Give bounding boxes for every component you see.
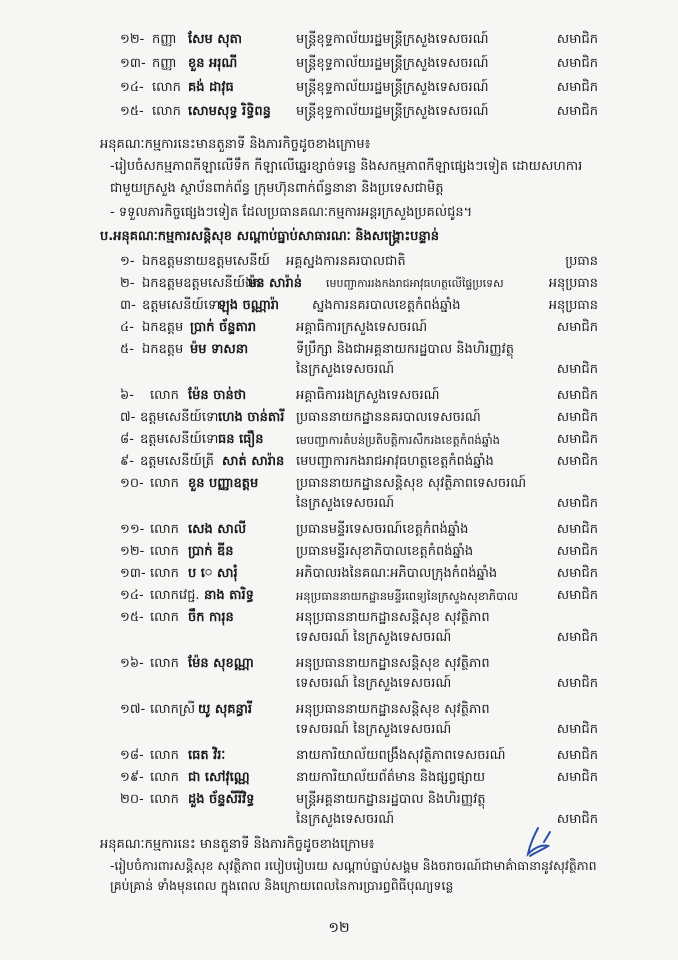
member-role: អនុប្រធាន <box>548 298 598 313</box>
member-position: ប្រធាននាយកដ្ឋាននគរបាលទេសចរណ៍ <box>296 410 481 425</box>
member-number: ១៤- <box>120 80 144 95</box>
member-row <box>0 652 678 696</box>
member-row <box>0 100 678 124</box>
member-position-line2: នៃក្រសួងទេសចរណ៍ <box>296 812 395 827</box>
member-number: ១០- <box>120 476 144 491</box>
member-row <box>0 562 678 586</box>
member-position: អគ្គស្នងការនគរបាលជាតិ <box>286 254 406 269</box>
member-name: ម៉ម ទាសនា <box>190 342 249 357</box>
member-title: ឧត្តមសេនីយ៍ត្រី <box>140 454 215 469</box>
member-number: ៤- <box>120 320 134 335</box>
member-title: លោក <box>152 104 181 119</box>
member-row <box>0 606 678 650</box>
duties-heading: អនុគណៈកម្មការនេះមានតួនាទី និងភារកិច្ចដូចខាងក្រោម៖ <box>100 137 371 152</box>
member-title: លោក <box>152 80 181 95</box>
member-row <box>0 52 678 76</box>
member-title: ឧត្តមសេនីយ៍ទោ <box>140 410 219 425</box>
member-role: សមាជិក <box>556 362 598 377</box>
member-row <box>0 406 678 430</box>
member-role: សមាជិក <box>556 454 598 469</box>
member-role: សមាជិក <box>556 630 598 645</box>
member-name: ធេត វិរៈ <box>188 748 226 763</box>
member-row <box>0 76 678 100</box>
member-title: លោក <box>150 388 179 403</box>
member-position: អគ្គាធិការរងក្រសួងទេសចរណ៍ <box>296 388 440 403</box>
member-number: ១៥- <box>120 104 144 119</box>
member-row <box>0 744 678 768</box>
duties-bullet: -រៀបចំសកម្មភាពកីឡាលើទឹក កីឡាលើឆ្នេរខ្សាច់ទន្លេ និងសកម្មភាពកីឡាផ្សេងៗទៀត ដោយសហការជាមួយក្រសួង ស្ថាប័នពាក់ព័ន្ធ ក្រុមហ៊ុនពាក់ព័ន្ធនានា និងប្រទេសជាមិត្ត <box>110 159 583 196</box>
member-role: សមាជិក <box>556 722 598 737</box>
member-role: សមាជិក <box>556 588 598 603</box>
member-number: ៣- <box>120 298 136 313</box>
member-name: សេង សាលី <box>188 522 247 537</box>
member-position: ប្រធានមន្ទីរសុខាភិបាលខេត្តកំពង់ឆ្នាំង <box>296 544 474 559</box>
member-row <box>0 584 678 608</box>
member-name: ម៉ែន ចាន់ថា <box>188 388 247 403</box>
member-title: លោក <box>150 566 179 581</box>
member-row <box>0 518 678 542</box>
member-position: មេបញ្ជាការរងកងរាជអាវុធហត្ថលើផ្ទៃប្រទេស <box>326 277 504 290</box>
member-role: សមាជិក <box>556 320 598 335</box>
member-number: ១៤- <box>120 588 144 603</box>
member-number: ១៥- <box>120 610 144 625</box>
member-role: អនុប្រធាន <box>548 276 598 291</box>
member-position: អនុប្រធាននាយកដ្ឋានសន្តិសុខ សុវត្ថិភាព <box>296 702 490 717</box>
member-title: ឧត្តមសេនីយ៍ទោ <box>140 432 219 447</box>
member-role: សមាជិក <box>556 522 598 537</box>
member-row <box>0 788 678 832</box>
member-title: លោក <box>150 476 179 491</box>
member-position: អនុប្រធាននាយកដ្ឋានសន្តិសុខ សុវត្ថិភាព <box>296 610 490 625</box>
member-number: ១៣- <box>120 56 146 71</box>
member-number: ២- <box>120 276 135 291</box>
member-name: ហេង ចាន់តារី <box>218 410 285 425</box>
member-role: សមាជិក <box>556 812 598 827</box>
member-role: សមាជិក <box>556 104 598 119</box>
member-row <box>0 294 678 318</box>
member-number: ១៧- <box>120 702 146 717</box>
member-row <box>0 766 678 790</box>
member-number: ៧- <box>120 410 136 425</box>
member-position: អនុប្រធាននាយកដ្ឋានសន្តិសុខ សុវត្ថិភាព <box>296 656 490 671</box>
member-title: លោកស្រី <box>150 702 196 717</box>
member-number: ១៨- <box>120 748 144 763</box>
duties-text: -រៀបចំការពារសន្តិសុខ សុវត្ថិភាព របៀបរៀបរយ សណ្តាប់ធ្នាប់សង្គម និងចរាចរណ៍ជាមាគ៌ាធានានូវសុវត្ថិភាពគ្រប់គ្រាន់ ទាំងមុនពេល ក្នុងពេល និងក្រោយពេលនៃការប្រារព្ធពិធីបុណ្យទន្លេ <box>110 858 597 893</box>
member-title: ឯកឧត្តម <box>142 320 184 335</box>
member-title: ឯកឧត្តមឧត្តមសេនីយ៍ឯក <box>142 276 262 291</box>
member-position-line2: ទេសចរណ៍ នៃក្រសួងទេសចរណ៍ <box>296 676 452 691</box>
member-name: ប្រាក់ ឌីន <box>188 544 234 559</box>
member-role: សមាជិក <box>556 544 598 559</box>
member-title: ឯកឧត្តមនាយឧត្តមសេនីយ៍ <box>142 254 270 269</box>
member-number: ២០- <box>120 792 144 807</box>
member-title: លោក <box>150 748 179 763</box>
member-name: នាង តារិទ្ធ <box>204 588 254 603</box>
member-position: ទីប្រឹក្សា និងជាអគ្គនាយករដ្ឋបាល និងហិរញ្ញវត្ថុ <box>296 342 514 357</box>
member-title: ឧត្តមសេនីយ៍ទោ <box>142 298 221 313</box>
member-role: សមាជិក <box>556 748 598 763</box>
member-number: ១១- <box>120 522 145 537</box>
member-number: ៥- <box>120 342 134 357</box>
member-position: មន្ត្រីអគ្គនាយកដ្ឋានរដ្ឋបាល និងហិរញ្ញវត្ថុ <box>296 792 486 807</box>
member-number: ៩- <box>120 454 134 469</box>
member-name: សែម សុតា <box>188 32 243 47</box>
member-position: មន្ត្រីខុទ្ទកាល័យរដ្ឋមន្ត្រីក្រសួងទេសចរណ៍ <box>296 80 489 95</box>
member-position-line2: នៃក្រសួងទេសចរណ៍ <box>296 362 395 377</box>
member-name: ដួង ច័ន្ទសីរីវិទ្ធ <box>188 792 255 807</box>
member-role: សមាជិក <box>556 770 598 785</box>
member-title: ឯកឧត្តម <box>142 342 184 357</box>
member-title: លោក <box>150 610 179 625</box>
member-role: សមាជិក <box>556 496 598 511</box>
member-role: ប្រធាន <box>565 254 598 269</box>
member-role: សមាជិក <box>556 388 598 403</box>
member-number: ៨- <box>120 432 134 447</box>
member-title: លោកវេជ្ជ. <box>150 588 200 603</box>
member-position-line2: ទេសចរណ៍ នៃក្រសួងទេសចរណ៍ <box>296 722 452 737</box>
member-name: ប េ សារុំ <box>188 566 238 581</box>
member-row <box>0 250 678 274</box>
member-role: សមាជិក <box>556 676 598 691</box>
member-position: មន្ត្រីខុទ្ទកាល័យរដ្ឋមន្ត្រីក្រសួងទេសចរណ៍ <box>296 56 489 71</box>
member-name: ជា សៅវុណ្ណេ <box>188 770 250 785</box>
member-number: ៦- <box>120 388 134 403</box>
member-position: អភិបាលរងនៃគណៈអភិបាលក្រុងកំពង់ឆ្នាំង <box>296 566 498 581</box>
member-row <box>0 698 678 742</box>
member-row <box>0 450 678 474</box>
member-row <box>0 272 678 296</box>
member-name: ចឹក ការុន <box>188 610 234 625</box>
member-position: មេបញ្ជាការតំបន់ប្រតិបត្តិការសឹករងខេត្តកំពង់ឆ្នាំង <box>296 433 500 447</box>
member-title: កញ្ញា <box>152 56 177 71</box>
member-position: មេបញ្ជាការកងរាជអាវុធហត្ថខេត្តកំពង់ឆ្នាំង <box>296 454 494 469</box>
member-title: លោក <box>150 770 179 785</box>
member-name: សាត់ សារ៉ាន <box>222 454 285 469</box>
member-number: ១- <box>120 254 135 269</box>
member-name: ខួន បញ្ញាឧត្តម <box>188 476 259 491</box>
member-position: អនុប្រធាននាយកដ្ឋានមន្ទីរពេទ្យនៃក្រសួងសុខាភិបាល <box>296 589 518 603</box>
member-role: សមាជិក <box>556 32 598 47</box>
member-number: ១២- <box>120 32 145 47</box>
member-name: ឡុង ចណ្ណារ៉ា <box>218 298 280 313</box>
member-row <box>0 28 678 52</box>
member-name: ម៉ន សារ៉ាន់ <box>248 276 303 291</box>
member-role: សមាជិក <box>556 410 598 425</box>
member-title: លោក <box>150 544 179 559</box>
member-position-line2: នៃក្រសួងទេសចរណ៍ <box>296 496 395 511</box>
member-name: គង់ ដាវុធ <box>188 80 234 95</box>
member-title: លោក <box>150 522 179 537</box>
member-name: យូ សុគន្ធារី <box>198 702 253 717</box>
duties-bullet: - ទទួលភារកិច្ចផ្សេងៗទៀត ដែលប្រធានគណៈកម្មការអន្តរក្រសួងប្រគល់ជូន។ <box>110 205 473 220</box>
member-position: នាយការិយាល័យពង្រឹងសុវត្ថិភាពទេសចរណ៍ <box>296 748 506 763</box>
member-position: អគ្គាធិការក្រសួងទេសចរណ៍ <box>296 320 428 335</box>
member-row <box>0 384 678 408</box>
member-position: ប្រធានមន្ទីរទេសចរណ៍ខេត្តកំពង់ឆ្នាំង <box>296 522 469 537</box>
member-row <box>0 428 678 452</box>
signature-mark <box>520 822 560 862</box>
member-name: ម៉ែន សុខណ្ណា <box>188 656 254 671</box>
member-row <box>0 338 678 382</box>
member-role: សមាជិក <box>556 432 598 447</box>
member-name: ធន ធឿន <box>218 432 264 447</box>
member-row <box>0 316 678 340</box>
member-position: មន្ត្រីខុទ្ទកាល័យរដ្ឋមន្ត្រីក្រសួងទេសចរណ៍ <box>296 104 489 119</box>
member-role: សមាជិក <box>556 56 598 71</box>
page-number: ១២ <box>328 920 350 936</box>
member-title: លោក <box>150 792 179 807</box>
member-position: មន្ត្រីខុទ្ទកាល័យរដ្ឋមន្ត្រីក្រសួងទេសចរណ៍ <box>296 32 489 47</box>
member-number: ១៣- <box>120 566 146 581</box>
member-name: សោមសុទ្ធ រិទ្ធិពន្ធ <box>188 104 271 119</box>
member-row <box>0 540 678 564</box>
member-row <box>0 472 678 516</box>
section-heading: ប.អនុគណៈកម្មការសន្តិសុខ សណ្តាប់ធ្នាប់សាធារណៈ និងសង្គ្រោះបន្ទាន់ <box>100 229 440 244</box>
member-position: នាយការិយាល័យព័ត៌មាន និងផ្សព្វផ្សាយ <box>296 770 486 785</box>
member-position-line2: ទេសចរណ៍ នៃក្រសួងទេសចរណ៍ <box>296 630 452 645</box>
member-role: សមាជិក <box>556 80 598 95</box>
member-position: ប្រធាននាយកដ្ឋានសន្តិសុខ សុវត្ថិភាពទេសចរណ៍ <box>296 476 527 491</box>
member-number: ១៩- <box>120 770 144 785</box>
member-name: ប្រាក់ ច័ន្ទតារា <box>190 320 257 335</box>
member-title: លោក <box>150 656 179 671</box>
member-role: សមាជិក <box>556 566 598 581</box>
duties-heading: អនុគណៈកម្មការនេះ មានតួនាទី និងភារកិច្ចដូចខាងក្រោម៖ <box>100 837 375 852</box>
member-title: កញ្ញា <box>152 32 177 47</box>
member-number: ១៦- <box>120 656 144 671</box>
member-position: ស្នងការនគរបាលខេត្តកំពង់ឆ្នាំង <box>312 298 461 313</box>
member-number: ១២- <box>120 544 145 559</box>
member-name: ខួន អរុណី <box>188 56 238 71</box>
